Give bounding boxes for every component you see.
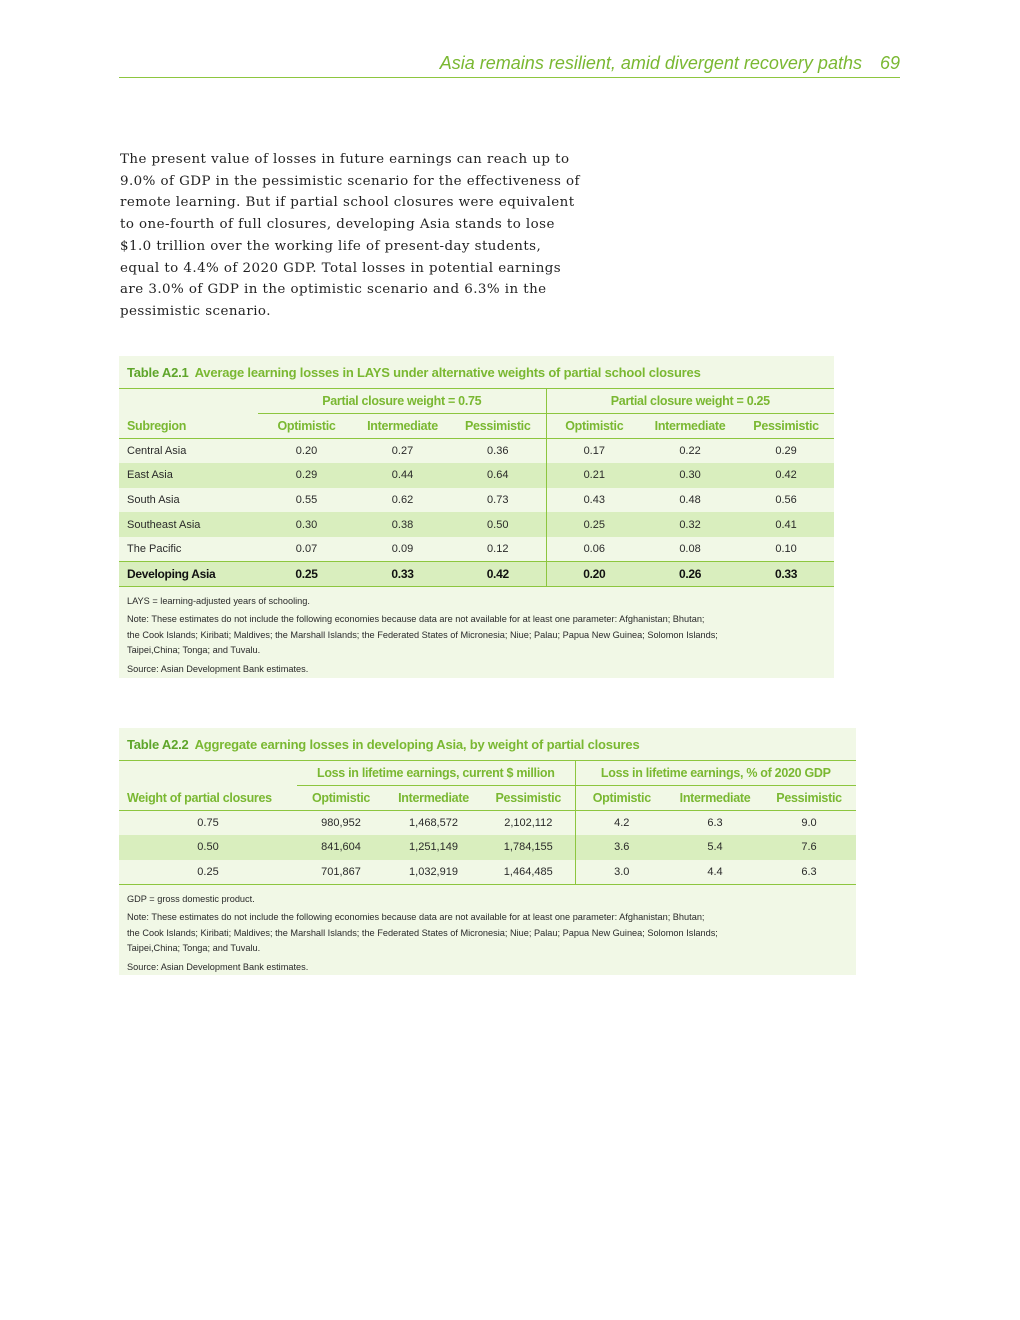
table-a2-1 xyxy=(119,356,834,678)
table-cell: 0.33 xyxy=(738,561,834,586)
table-row xyxy=(119,860,856,885)
table-cell: 0.20 xyxy=(546,561,642,586)
table-row xyxy=(119,537,834,562)
table-cell: 0.26 xyxy=(642,561,738,586)
table-cell: 0.50 xyxy=(450,512,546,537)
table-cell: 0.44 xyxy=(355,463,450,488)
table-cell: 3.6 xyxy=(575,835,668,860)
body-line: $1.0 trillion over the working life of present-day students, xyxy=(120,238,542,254)
table-number: Table A2.2 xyxy=(127,737,189,752)
table-cell: 0.25 xyxy=(258,561,355,586)
note-line: the Cook Islands; Kiribati; Maldives; the Marshall Islands; the Federated States of Micronesia; Niue; Palau; Papua New Guinea; Solomon Islands; xyxy=(127,927,718,938)
table-cell: 6.3 xyxy=(707,817,723,830)
table-cell: 0.62 xyxy=(391,493,414,506)
table-cell: 0.42 xyxy=(738,463,834,488)
table-cell: 0.25 xyxy=(546,512,642,537)
column-header: Optimistic xyxy=(546,414,642,439)
table-cell: 0.43 xyxy=(546,488,642,513)
row-label: 0.75 xyxy=(197,817,219,830)
table-cell: 0.48 xyxy=(679,493,701,506)
table-cell: 1,468,572 xyxy=(409,817,458,830)
table-cell: 701,867 xyxy=(297,860,385,885)
group-header: Loss in lifetime earnings, % of 2020 GDP xyxy=(575,761,856,786)
table-total-row xyxy=(119,561,834,586)
table-cell: 0.07 xyxy=(295,542,318,555)
table-cell: 841,604 xyxy=(297,835,385,860)
table-cell: 0.29 xyxy=(775,445,797,458)
column-header: Optimistic xyxy=(297,786,385,811)
table-cell: 1,464,485 xyxy=(482,860,575,885)
source-note: Source: Asian Development Bank estimates. xyxy=(127,663,309,674)
column-header: Subregion xyxy=(119,414,258,439)
table-caption: Aggregate earning losses in developing Asia, by weight of partial closures xyxy=(194,737,640,752)
table-cell: 0.32 xyxy=(642,512,738,537)
body-line: are 3.0% of GDP in the optimistic scenario and 6.3% in the xyxy=(120,282,547,298)
table-cell: 0.10 xyxy=(775,542,797,555)
column-header: Intermediate xyxy=(385,786,482,811)
row-label: Central Asia xyxy=(127,445,187,458)
table-notes xyxy=(119,885,856,976)
data-table xyxy=(119,760,856,885)
table-cell: 2,102,112 xyxy=(504,817,553,830)
table-cell: 5.4 xyxy=(668,835,762,860)
table-cell: 0.41 xyxy=(738,512,834,537)
table-cell: 4.4 xyxy=(668,860,762,885)
table-cell: 4.2 xyxy=(575,811,668,836)
source-note: Source: Asian Development Bank estimates. xyxy=(127,961,309,972)
note-text xyxy=(127,612,826,659)
table-notes xyxy=(119,587,834,678)
abbreviation-note: LAYS = learning-adjusted years of schooling. xyxy=(127,595,310,606)
table-cell: 0.17 xyxy=(546,439,642,464)
table-row xyxy=(119,835,856,860)
table-cell: 0.21 xyxy=(546,463,642,488)
table-cell: 0.36 xyxy=(487,445,509,458)
table-cell: 3.0 xyxy=(575,860,668,885)
table-row xyxy=(119,439,834,464)
table-cell: 0.30 xyxy=(258,512,355,537)
table-cell: 0.22 xyxy=(679,445,701,458)
abbreviation-note: GDP = gross domestic product. xyxy=(127,893,255,904)
table-cell: 0.55 xyxy=(295,493,318,506)
table-cell: 0.20 xyxy=(295,445,318,458)
table-cell: 7.6 xyxy=(762,835,856,860)
table-cell: 0.73 xyxy=(487,493,509,506)
table-cell: 980,952 xyxy=(321,817,361,830)
group-header: Partial closure weight = 0.75 xyxy=(258,389,546,414)
row-label: 0.25 xyxy=(119,860,297,885)
blank-header-cell xyxy=(119,389,258,414)
note-line: Taipei,China; Tonga; and Tuvalu. xyxy=(127,943,261,954)
note-line: Taipei,China; Tonga; and Tuvalu. xyxy=(127,645,261,656)
table-row xyxy=(119,488,834,513)
column-header: Optimistic xyxy=(258,414,355,439)
column-header: Pessimistic xyxy=(450,414,546,439)
table-cell: 0.27 xyxy=(391,445,414,458)
table-title xyxy=(119,728,856,760)
table-cell: 6.3 xyxy=(762,860,856,885)
column-header: Pessimistic xyxy=(482,786,575,811)
table-cell: 0.09 xyxy=(391,542,414,555)
running-head xyxy=(119,50,900,78)
row-label: The Pacific xyxy=(127,542,182,555)
body-line: remote learning. But if partial school closures were equivalent xyxy=(120,195,575,211)
column-header: Weight of partial closures xyxy=(119,786,297,811)
running-title: Asia remains resilient, amid divergent recovery paths xyxy=(439,53,862,73)
table-caption: Average learning losses in LAYS under alternative weights of partial school closures xyxy=(194,365,701,380)
table-row xyxy=(119,463,834,488)
row-label: South Asia xyxy=(127,493,180,506)
body-line: pessimistic scenario. xyxy=(120,303,271,319)
note-text xyxy=(127,910,848,957)
page-number: 69 xyxy=(879,53,900,73)
table-cell: 0.08 xyxy=(679,542,701,555)
row-label: East Asia xyxy=(119,463,258,488)
row-label: 0.50 xyxy=(119,835,297,860)
table-cell: 0.64 xyxy=(450,463,546,488)
column-header: Intermediate xyxy=(642,414,738,439)
group-header: Partial closure weight = 0.25 xyxy=(546,389,834,414)
table-cell: 1,251,149 xyxy=(385,835,482,860)
note-line: the Cook Islands; Kiribati; Maldives; the Marshall Islands; the Federated States of Micronesia; Niue; Palau; Papua New Guinea; Solomon Islands; xyxy=(127,629,718,640)
body-line: 9.0% of GDP in the pessimistic scenario for the effectiveness of xyxy=(120,173,580,189)
data-table xyxy=(119,388,834,587)
table-cell: 0.33 xyxy=(355,561,450,586)
row-label: Southeast Asia xyxy=(119,512,258,537)
table-cell: 0.30 xyxy=(642,463,738,488)
table-row xyxy=(119,811,856,836)
body-line: The present value of losses in future earnings can reach up to xyxy=(120,152,570,167)
body-line: equal to 4.4% of 2020 GDP. Total losses in potential earnings xyxy=(120,260,562,276)
column-header: Pessimistic xyxy=(738,414,834,439)
row-label: Developing Asia xyxy=(119,561,258,586)
table-cell: 9.0 xyxy=(801,817,817,830)
column-header: Intermediate xyxy=(668,786,762,811)
table-row xyxy=(119,512,834,537)
table-cell: 0.42 xyxy=(450,561,546,586)
column-header: Pessimistic xyxy=(762,786,856,811)
note-line: Note: These estimates do not include the following economies because data are not available for at least one parameter: Afghanistan; Bhutan; xyxy=(127,912,705,923)
body-paragraph xyxy=(120,149,590,323)
table-cell: 1,032,919 xyxy=(385,860,482,885)
table-cell: 0.29 xyxy=(258,463,355,488)
table-cell: 1,784,155 xyxy=(482,835,575,860)
table-cell: 0.56 xyxy=(775,493,797,506)
body-line: to one-fourth of full closures, developing Asia stands to lose xyxy=(120,217,555,233)
column-header: Intermediate xyxy=(355,414,450,439)
group-header: Loss in lifetime earnings, current $ million xyxy=(297,761,575,786)
table-cell: 0.06 xyxy=(546,537,642,562)
table-title xyxy=(119,356,834,388)
table-number: Table A2.1 xyxy=(127,365,189,380)
column-header: Optimistic xyxy=(575,786,668,811)
table-cell: 0.12 xyxy=(487,542,509,555)
table-cell: 0.38 xyxy=(355,512,450,537)
blank-header-cell xyxy=(119,761,297,786)
table-a2-2 xyxy=(119,728,856,975)
note-line: Note: These estimates do not include the following economies because data are not available for at least one parameter: Afghanistan; Bhutan; xyxy=(127,614,705,625)
